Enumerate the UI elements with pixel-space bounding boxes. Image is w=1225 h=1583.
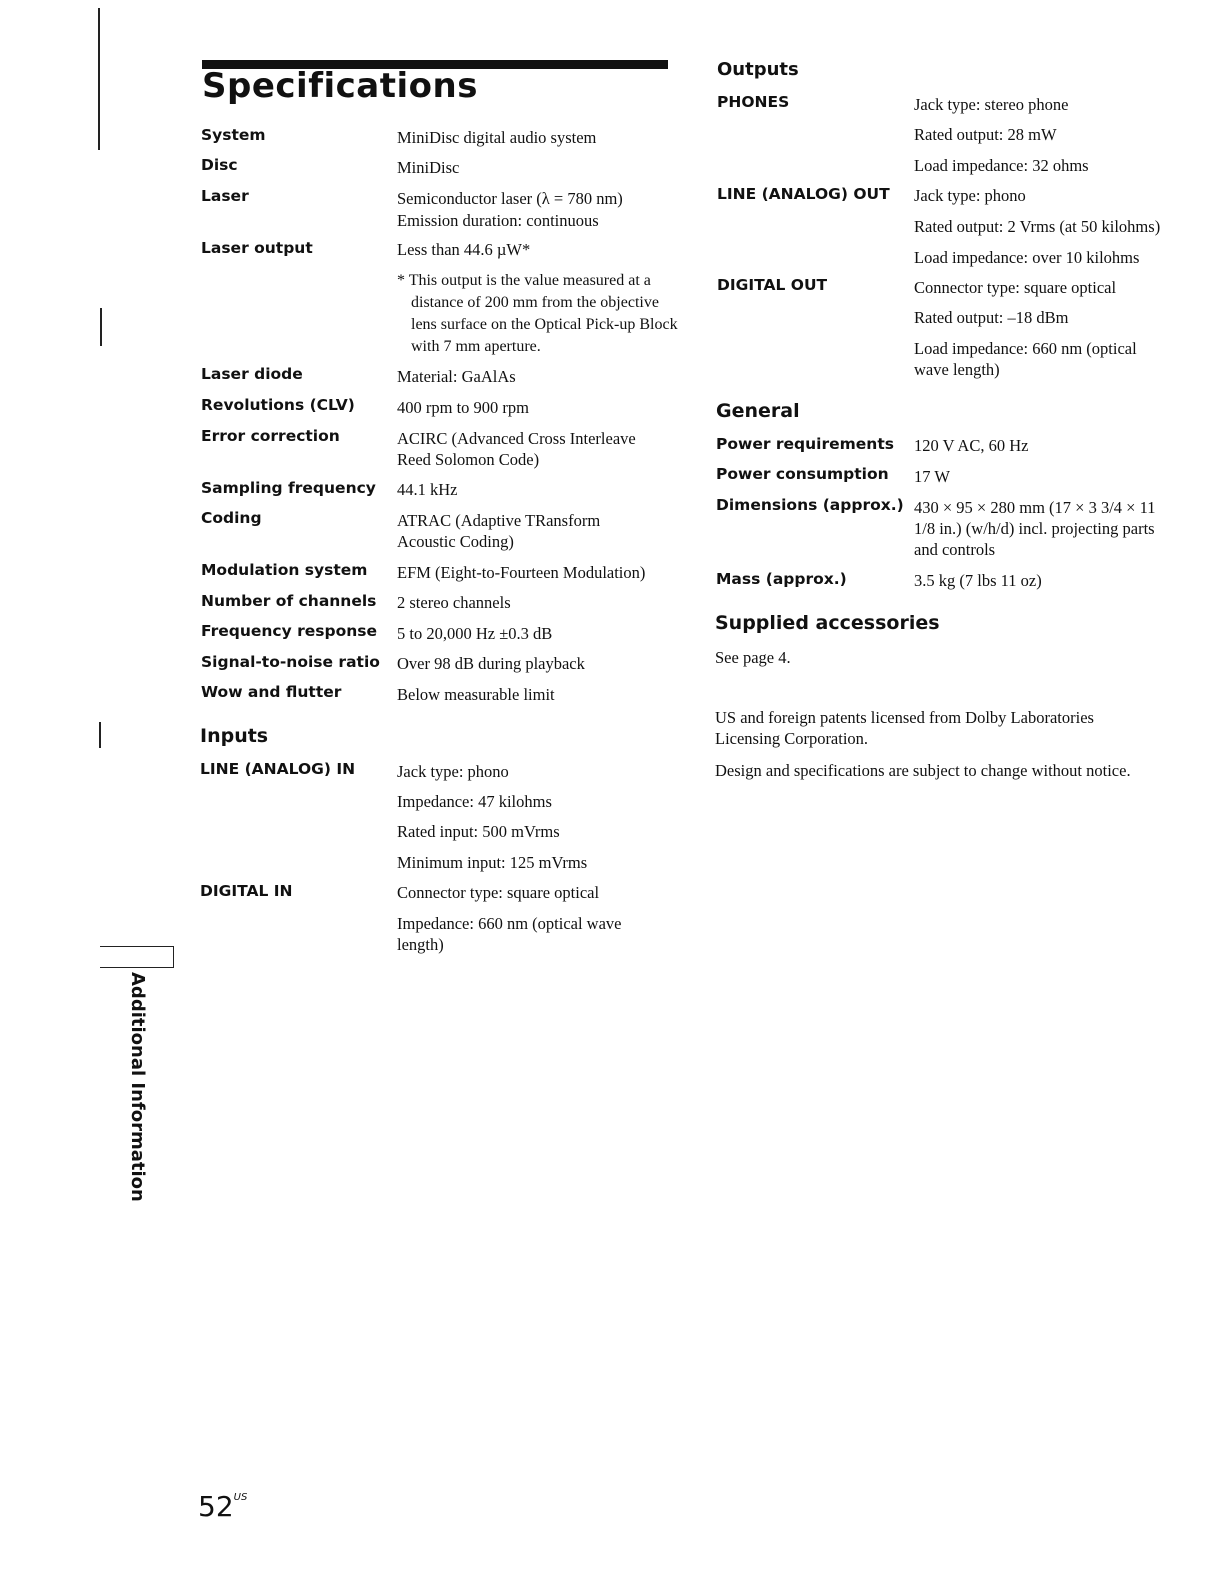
spec-value-revolutions: 400 rpm to 900 rpm	[397, 398, 529, 417]
dimensions-value: 430 × 95 × 280 mm (17 × 3 3/4 × 11 1/8 in.) (w/h/d) incl. projecting parts and controls	[914, 498, 1156, 559]
spec-label-number-of-channels: Number of channels	[201, 592, 377, 610]
change-note: Design and specifications are subject to change without notice.	[715, 761, 1131, 780]
spec-value-laser-output: Less than 44.6 µW*	[397, 240, 531, 259]
digital-in-impedance: Impedance: 660 nm (optical wave length)	[397, 914, 622, 954]
spec-value-system: MiniDisc digital audio system	[397, 128, 597, 147]
spec-value-frequency-response: 5 to 20,000 Hz ±0.3 dB	[397, 624, 553, 643]
spec-value-error-correction: ACIRC (Advanced Cross Interleave Reed Solomon Code)	[397, 429, 636, 469]
digital-out-connector: Connector type: square optical	[914, 278, 1117, 297]
mass-label: Mass (approx.)	[716, 570, 847, 588]
spec-value-laser-emission: Emission duration: continuous	[397, 211, 599, 230]
digital-out-rated-output: Rated output: –18 dBm	[914, 308, 1069, 327]
digital-in-label: DIGITAL IN	[200, 882, 293, 900]
line-out-rated-output: Rated output: 2 Vrms (at 50 kilohms)	[914, 217, 1161, 236]
line-out-label: LINE (ANALOG) OUT	[717, 185, 890, 203]
spec-label-wow-and-flutter: Wow and flutter	[201, 683, 342, 701]
spec-label-frequency-response: Frequency response	[201, 622, 378, 640]
spec-value-disc: MiniDisc	[397, 158, 460, 177]
spec-label-laser: Laser	[201, 187, 249, 205]
power-consumption-value: 17 W	[914, 467, 950, 486]
spec-label-system: System	[201, 126, 266, 144]
dimensions-label: Dimensions (approx.)	[716, 496, 904, 514]
power-requirements-value: 120 V AC, 60 Hz	[914, 436, 1029, 455]
spec-label-laser-diode: Laser diode	[201, 365, 303, 383]
power-consumption-label: Power consumption	[716, 465, 889, 483]
accessories-heading: Supplied accessories	[715, 612, 940, 634]
side-tab-label: Additional Information	[127, 972, 148, 1202]
accessories-text: See page 4.	[715, 648, 791, 667]
line-in-jack: Jack type: phono	[397, 762, 509, 781]
outputs-heading: Outputs	[717, 59, 799, 80]
spec-label-laser-output: Laser output	[201, 239, 313, 257]
page-title: Specifications	[202, 66, 478, 106]
patent-note: US and foreign patents licensed from Dolby Laboratories Licensing Corporation.	[715, 708, 1094, 748]
line-in-label: LINE (ANALOG) IN	[200, 760, 356, 778]
spec-label-modulation-system: Modulation system	[201, 561, 368, 579]
digital-out-load-impedance: Load impedance: 660 nm (optical wave length)	[914, 339, 1137, 379]
page-number	[198, 1490, 247, 1523]
spec-label-coding: Coding	[201, 509, 262, 527]
spec-value-laser-diode: Material: GaAlAs	[397, 367, 516, 386]
spec-label-signal-to-noise: Signal-to-noise ratio	[201, 653, 380, 671]
spec-label-sampling-frequency: Sampling frequency	[201, 479, 376, 497]
spec-value-coding: ATRAC (Adaptive TRansform Acoustic Coding)	[397, 511, 601, 551]
line-out-jack: Jack type: phono	[914, 186, 1026, 205]
phones-label: PHONES	[717, 93, 790, 111]
line-in-minimum-input: Minimum input: 125 mVrms	[397, 853, 588, 872]
spec-value-modulation-system: EFM (Eight-to-Fourteen Modulation)	[397, 563, 646, 582]
spec-label-error-correction: Error correction	[201, 427, 340, 445]
margin-rule-top	[98, 8, 100, 150]
spec-value-laser: Semiconductor laser (λ = 780 nm)	[397, 189, 623, 208]
line-in-impedance: Impedance: 47 kilohms	[397, 792, 552, 811]
page-number-value: 52	[198, 1490, 234, 1523]
digital-out-label: DIGITAL OUT	[717, 276, 828, 294]
side-tab-box	[100, 946, 174, 968]
spec-value-signal-to-noise: Over 98 dB during playback	[397, 654, 585, 673]
margin-rule-low	[99, 722, 101, 748]
mass-value: 3.5 kg (7 lbs 11 oz)	[914, 571, 1042, 590]
spec-label-revolutions: Revolutions (CLV)	[201, 396, 355, 414]
laser-output-footnote: * This output is the value measured at a distance of 200 mm from the objective lens surface on the Optical Pick-up Block with 7 mm aperture.	[397, 272, 678, 355]
spec-value-wow-and-flutter: Below measurable limit	[397, 685, 555, 704]
spec-label-disc: Disc	[201, 156, 238, 174]
power-requirements-label: Power requirements	[716, 435, 894, 453]
phones-jack: Jack type: stereo phone	[914, 95, 1069, 114]
phones-load-impedance: Load impedance: 32 ohms	[914, 156, 1089, 175]
margin-rule-mid	[100, 308, 102, 346]
inputs-heading: Inputs	[200, 725, 269, 747]
phones-rated-output: Rated output: 28 mW	[914, 125, 1057, 144]
general-heading: General	[716, 400, 800, 422]
page-number-suffix: US	[233, 1492, 248, 1503]
digital-in-connector: Connector type: square optical	[397, 883, 600, 902]
line-in-rated-input: Rated input: 500 mVrms	[397, 822, 560, 841]
spec-value-sampling-frequency: 44.1 kHz	[397, 480, 458, 499]
line-out-load-impedance: Load impedance: over 10 kilohms	[914, 248, 1140, 267]
spec-value-number-of-channels: 2 stereo channels	[397, 593, 511, 612]
